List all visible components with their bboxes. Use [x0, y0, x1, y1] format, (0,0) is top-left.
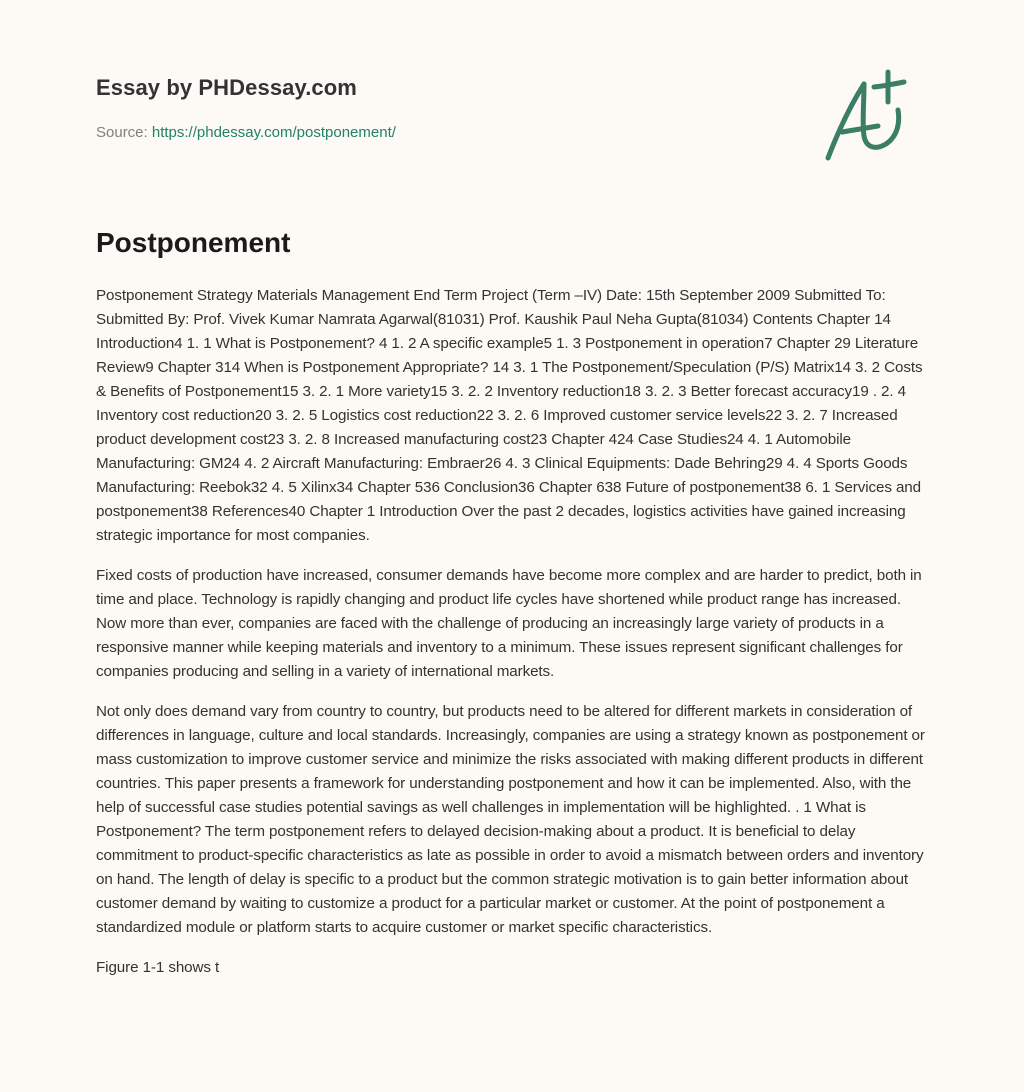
essay-page — [96, 0, 926, 976]
site-title: Essay by PHDessay.com — [96, 75, 357, 100]
essay-paragraph: Postponement Strategy Materials Management End Term Project (Term –IV) Date: 15th September 2009 Submitted To: Submitted By: Prof. Vivek Kumar Namrata Agarwal(81031) Prof. Kaushik Paul Neha Gupta(81034) Contents Chapter 14 Introduction4 1. 1 What is Postponement? 4 1. 2 A specific example5 1. 3 Postponement in operation7 Chapter 29 Literature Review9 Chapter 314 When is Postponement Appropriate? 14 3. 1 The Postponement/Speculation (P/S) Matrix14 3. 2 Costs & Benefits of Postponement15 3. 2. 1 More variety15 3. 2. 2 Inventory reduction18 3. 2. 3 Better forecast accuracy19 . 2. 4 Inventory cost reduction20 3. 2. 5 Logistics cost reduction22 3. 2. 6 Improved customer service levels22 3. 2. 7 Increased product development cost23 3. 2. 8 Increased manufacturing cost23 Chapter 424 Case Studies24 4. 1 Automobile Manufacturing: GM24 4. 2 Aircraft Manufacturing: Embraer26 4. 3 Clinical Equipments: Dade Behring29 4. 4 Sports Goods Manufacturing: Reebok32 4. 5 Xilinx34 Chapter 536 Conclusion36 Chapter 638 Future of postponement38 6. 1 Services and postponement38 References40 Chapter 1 Introduction Over the past 2 decades, logistics activities have gained increasing strategic importance for most companies. — [96, 287, 923, 544]
essay-paragraph: Fixed costs of production have increased, consumer demands have become more complex and are harder to predict, both in time and place. Technology is rapidly changing and product life cycles have shortened while product range has increased. Now more than ever, companies are faced with the challenge of producing an increasingly large variety of products in a responsive manner while keeping materials and inventory to a minimum. These issues represent significant challenges for companies producing and selling in a variety of international markets. — [96, 567, 922, 680]
essay-body — [96, 284, 926, 996]
essay-paragraph: Not only does demand vary from country to country, but products need to be altered for different markets in consideration of differences in language, culture and local standards. Increasingly, companies are using a strategy known as postponement or mass customization to improve customer service and minimize the risks associated with making different products in different countries. This paper presents a framework for understanding postponement and how it can be implemented. Also, with the help of successful case studies potential savings as well challenges in implementation will be highlighted. . 1 What is Postponement? The term postponement refers to delayed decision-making about a product. It is beneficial to delay commitment to product-specific characteristics as late as possible in order to avoid a mismatch between orders and inventory on hand. The length of delay is specific to a product but the common strategic motivation is to gain better information about customer demand by waiting to customize a product for a particular market or customer. At the point of postponement a standardized module or platform starts to acquire customer or market specific characteristics. — [96, 703, 925, 936]
source-label: Source: — [96, 124, 148, 141]
site-header — [96, 0, 926, 200]
essay-title: Postponement — [96, 227, 291, 258]
source-line — [96, 124, 396, 141]
a-plus-grade-icon — [822, 66, 926, 166]
essay-paragraph: Figure 1-1 shows t — [96, 959, 220, 976]
source-link[interactable]: https://phdessay.com/postponement/ — [151, 124, 396, 141]
